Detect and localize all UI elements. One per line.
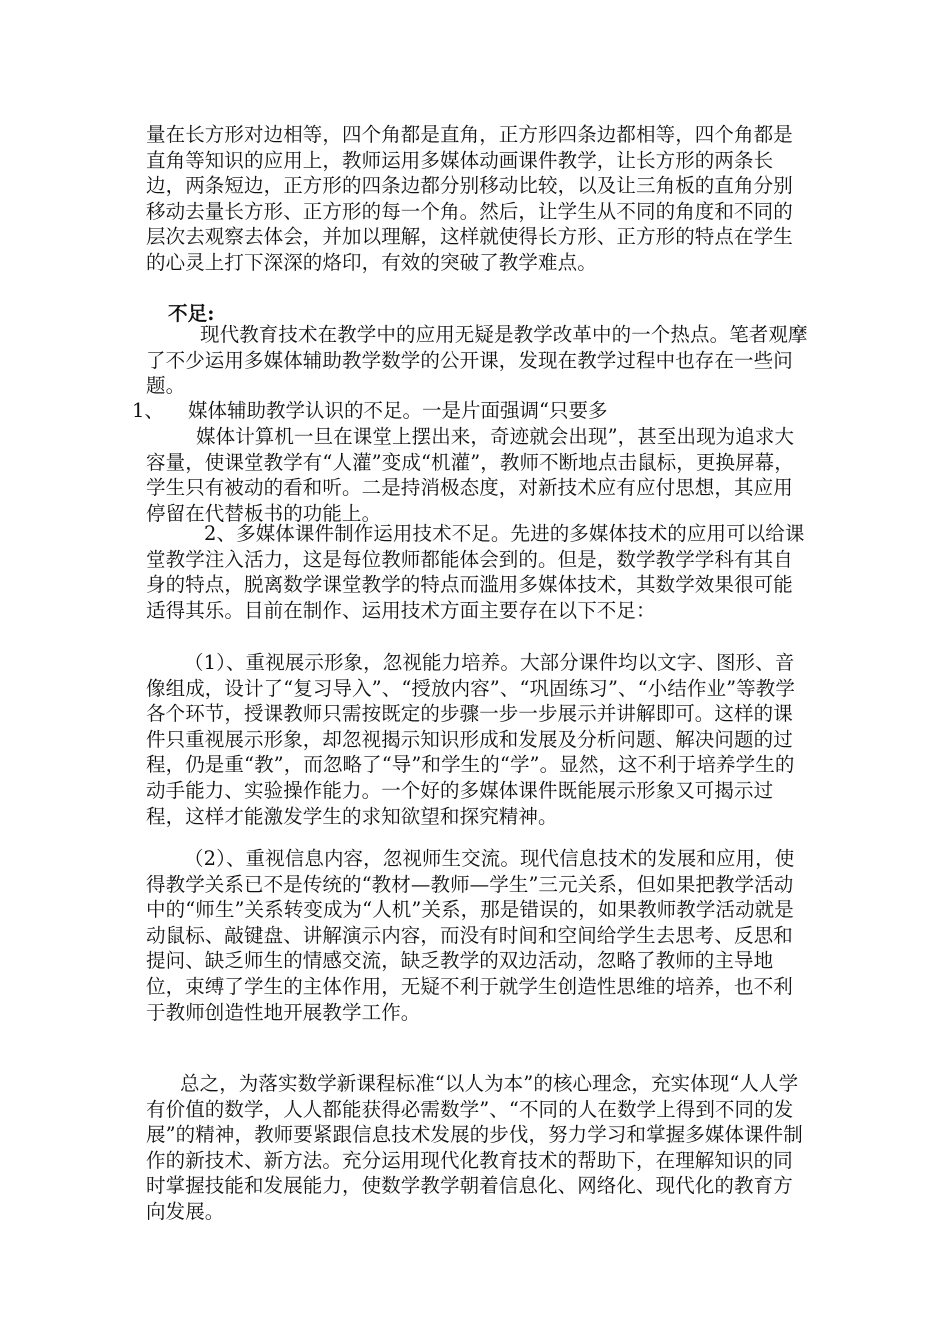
paragraph-conclusion: 总之，为落实数学新课程标准“以人为本”的核心理念，充实体现“人人学有价值的数学，人人都能获得必需数学”、“不同的人在数学上得到不同的发展”的精神，教师要紧跟信息技术发展的步伐，努力学习和掌握多媒体课件制作的新技术、新方法。充分运用现代化教育技术的帮助下，在理解知识的同时掌握技能和发展能力，使数学教学朝着信息化、网络化、现代化的教育方向发展。 — [146, 1072, 803, 1223]
sub-item-2: （2）、重视信息内容，忽视师生交流。现代信息技术的发展和应用，使得教学关系已不是传统的“教材—教师—学生”三元关系，但如果把教学活动中的“师生”关系转变成为“人机”关系，那是错误的，如果教师教学活动就是动鼠标、敲键盘、讲解演示内容，而没有时间和空间给学生去思考、反思和提问、缺乏师生的情感交流，缺乏教学的双边活动，忽略了教师的主导地位，束缚了学生的主体作用，无疑不利于就学生创造性思维的培养，也不利于教师创造性地开展教学工作。 — [146, 847, 795, 1024]
paragraph-intro: 量在长方形对边相等，四个角都是直角，正方形四条边都相等，四个角都是直角等知识的应用上，教师运用多媒体动画课件教学，让长方形的两条长边，两条短边，正方形的四条边都分别移动比较，以及让三角板的直角分别移动去量长方形、正方形的每一个角。然后，让学生从不同的角度和不同的层次去观察去体会，并加以理解，这样就使得长方形、正方形的特点在学生的心灵上打下深深的烙印，有效的突破了教学难点。 — [146, 123, 793, 274]
item-1-number: 1、 — [132, 399, 164, 422]
numbered-item-2: 2、多媒体课件制作运用技术不足。先进的多媒体技术的应用可以给课堂教学注入活力，这是每位教师都能体会到的。但是，数学教学学科有其自身的特点，脱离数学课堂教学的特点而滥用多媒体技术，其数学效果很可能适得其乐。目前在制作、运用技术方面主要存在以下不足： — [146, 522, 805, 622]
item-1-title: 媒体辅助教学认识的不足。一是片面强调“只要多 — [188, 399, 608, 422]
heading-shortcomings: 不足: — [168, 302, 215, 325]
sub-item-1: （1）、重视展示形象，忽视能力培养。大部分课件均以文字、图形、音像组成，设计了“复习导入”、“授放内容”、“巩固练习”、“小结作业”等教学各个环节，授课教师只需按既定的步骤一步一步展示并讲解即可。这样的课件只重视展示形象，却忽视揭示知识形成和发展及分析问题、解决问题的过程，仍是重“教”，而忽略了“导”和学生的“学”。显然，这不利于培养学生的动手能力、实验操作能力。一个好的多媒体课件既能展示形象又可揭示过程，这样才能激发学生的求知欲望和探究精神。 — [146, 651, 795, 828]
paragraph-overview: 现代教育技术在教学中的应用无疑是教学改革中的一个热点。笔者观摩了不少运用多媒体辅助教学数学的公开课，发现在教学过程中也存在一些问题。 — [146, 323, 808, 398]
numbered-item-1-body: 媒体计算机一旦在课堂上摆出来，奇迹就会出现”，甚至出现为追求大容量，使课堂教学有“人灌”变成“机灌”，教师不断地点击鼠标，更换屏幕，学生只有被动的看和听。二是持消极态度，对新技术应有应付思想，其应用停留在代替板书的功能上。 — [146, 425, 795, 525]
numbered-item-1-heading — [132, 398, 810, 424]
